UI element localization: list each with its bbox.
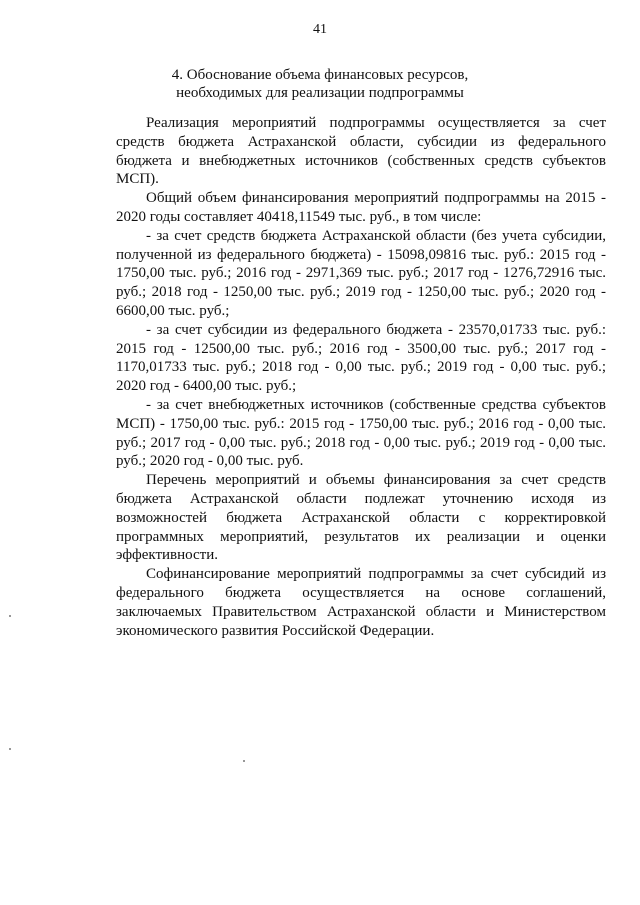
section-heading-line-1: 4. Обоснование объема финансовых ресурсов, <box>171 67 469 83</box>
paragraph-total-funding: Общий объем финансирования мероприятий подпрограммы на 2015 - 2020 годы составляет 40418,11549 тыс. руб., в том числе: <box>116 190 606 225</box>
scan-speck <box>243 760 245 762</box>
section-heading-line-2: необходимых для реализации подпрограммы <box>176 85 464 101</box>
paragraph-cofinancing: Софинансирование мероприятий подпрограммы за счет субсидий из федерального бюджета осуществляется на основе соглашений, заключаемых Правительством Астраханской области и Министерством экономического развития Российской Федерации. <box>116 566 606 639</box>
paragraph-extrabudgetary: - за счет внебюджетных источников (собственные средства субъектов МСП) - 1750,00 тыс. руб.: 2015 год - 1750,00 тыс. руб.; 2016 год - 0,00 тыс. руб.; 2017 год - 0,00 тыс. руб.; 2018 год - 0,00 тыс. руб.; 2019 год - 0,00 тыс. руб.; 2020 год - 0,00 тыс. руб. <box>116 396 606 470</box>
page-number: 41 <box>313 22 327 37</box>
paragraph-federal-subsidy: - за счет субсидии из федерального бюджета - 23570,01733 тыс. руб.: 2015 год - 12500,00 тыс. руб.; 2016 год - 3500,00 тыс. руб.; 2017 год - 1170,01733 тыс. руб.; 2018 год - 0,00 тыс. руб.; 2019 год - 0,00 тыс. руб.; 2020 год - 6400,00 тыс. руб.; <box>116 321 606 395</box>
section-heading <box>0 66 640 102</box>
scan-speck <box>9 748 11 750</box>
paragraph-funding-sources: Реализация мероприятий подпрограммы осуществляется за счет средств бюджета Астраханской области, субсидии из федерального бюджета и внебюджетных источников (собственных средств субъектов МСП). <box>116 115 606 188</box>
paragraph-adjustment: Перечень мероприятий и объемы финансирования за счет средств бюджета Астраханской области подлежат уточнению исходя из возможностей бюджета Астраханской области с корректировкой программных мероприятий, результатов их реализации и оценки эффективности. <box>116 472 606 564</box>
paragraph-regional-budget: - за счет средств бюджета Астраханской области (без учета субсидии, полученной из федерального бюджета) - 15098,09816 тыс. руб.: 2015 год - 1750,00 тыс. руб.; 2016 год - 2971,369 тыс. руб.; 2017 год - 1276,72916 тыс. руб.; 2018 год - 1250,00 тыс. руб.; 2019 год - 1250,00 тыс. руб.; 2020 год - 6600,00 тыс. руб.; <box>116 227 606 319</box>
document-body <box>116 114 606 640</box>
scan-speck <box>9 615 11 617</box>
